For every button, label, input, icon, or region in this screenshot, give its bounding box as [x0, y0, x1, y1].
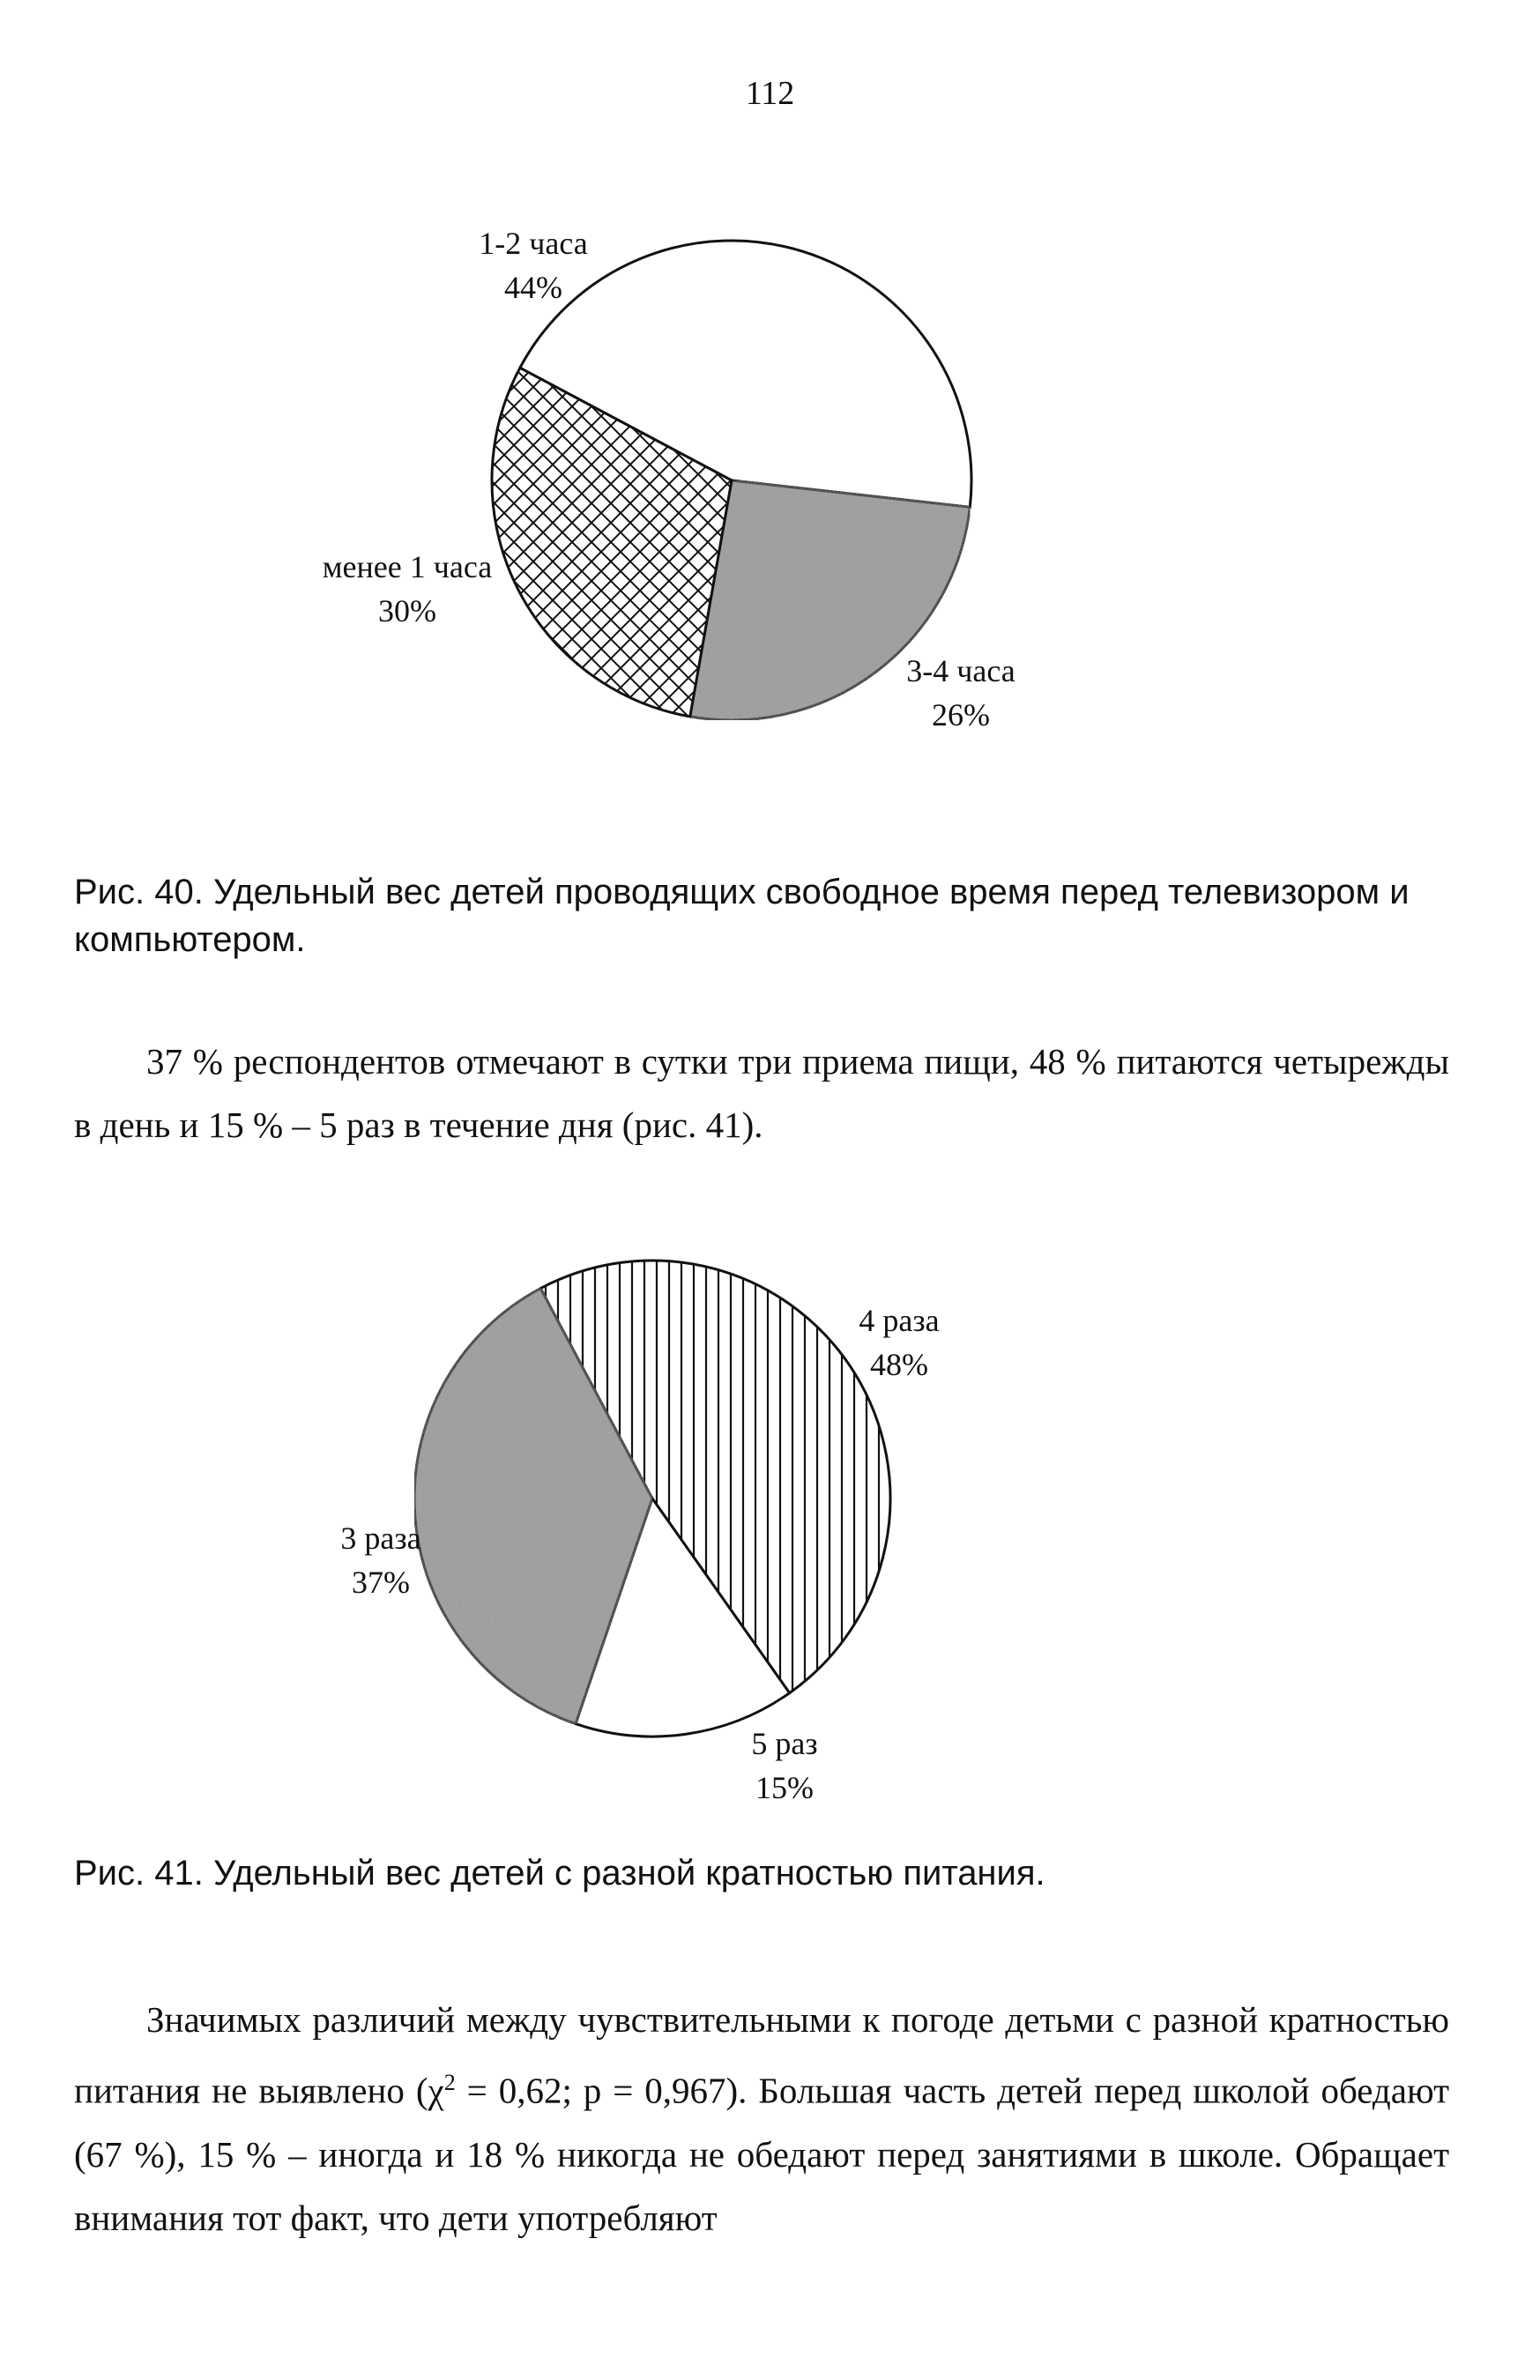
slice-label-5-раз: 5 раз — [751, 1726, 818, 1761]
slice-value-1-2-часа: 44% — [504, 270, 562, 305]
pie-chart-fig41 — [0, 1234, 1540, 1851]
slice-label-1-2-часа: 1-2 часа — [479, 226, 588, 261]
slice-value-5-раз: 15% — [755, 1770, 814, 1805]
slice-label-3-раза: 3 раза — [340, 1521, 421, 1556]
slice-label-4-раза: 4 раза — [859, 1303, 940, 1338]
chi-square-exponent: 2 — [443, 2070, 456, 2095]
slice-value-3-4-часа: 26% — [932, 697, 990, 733]
slice-value-4-раза: 48% — [870, 1347, 928, 1382]
paragraph-2-text-a: Значимых различий между чувствительными к погоде детьми с разной кратностью питания не выявлено (χ — [74, 1999, 1449, 2111]
slice-value-3-раза: 37% — [352, 1565, 410, 1600]
slice-label-3-4-часа: 3-4 часа — [906, 653, 1016, 688]
slice-value-менее-1-часа: 30% — [378, 593, 436, 628]
figure-41-caption: Рис. 41. Удельный вес детей с разной кратностью питания. — [74, 1854, 1045, 1893]
figure-40-caption: Рис. 40. Удельный вес детей проводящих свободное время перед телевизором и компьютером. — [74, 873, 1410, 959]
slice-label-менее-1-часа: менее 1 часа — [322, 549, 493, 584]
paragraph-1: 37 % респондентов отмечают в сутки три приема пищи, 48 % питаются четырежды в день и 15 % – 5 раз в течение дня (рис. 41). — [74, 1041, 1449, 1145]
paragraph-2-text-b: = 0,62; p = 0,967). Большая часть детей перед школой обедают (67 %), 15 % – иногда и 18 % никогда не обедают перед занятиями в школе. Обращает внимания тот факт, что дети употребляют — [74, 2070, 1449, 2238]
page-number: 112 — [745, 75, 795, 112]
paragraph-2 — [74, 1988, 1449, 2250]
